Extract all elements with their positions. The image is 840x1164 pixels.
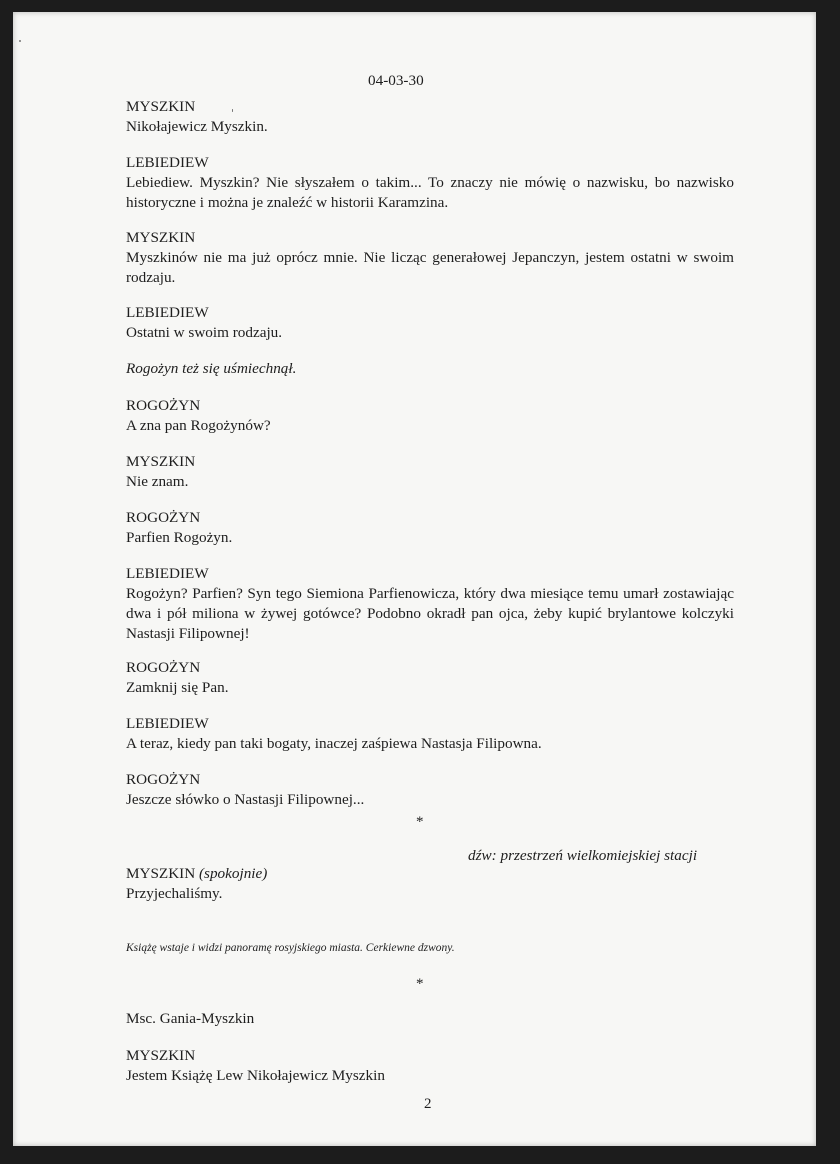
stage-direction: Rogożyn też się uśmiechnął. — [126, 360, 297, 377]
dialogue-block — [126, 153, 734, 213]
dialogue-line: Myszkinów nie ma już oprócz mnie. Nie licząc generałowej Jepanczyn, jestem ostatni w swoim rodzaju. — [126, 249, 734, 286]
dialogue-block — [126, 303, 734, 343]
speaker-name: ROGOŻYN — [126, 509, 201, 526]
speaker-name: MYSZKIN — [126, 1047, 196, 1064]
speaker-name: ROGOŻYN — [126, 771, 201, 788]
dialogue-block — [126, 97, 734, 137]
speaker-name: LEBIEDIEW — [126, 715, 209, 732]
sound-location-note: dźw: przestrzeń wielkomiejskiej stacji — [468, 847, 698, 864]
dialogue-line: Przyjechaliśmy. — [126, 885, 223, 902]
dialogue-line: Parfien Rogożyn. — [126, 529, 233, 546]
dialogue-line: A teraz, kiedy pan taki bogaty, inaczej zaśpiewa Nastasja Filipowna. — [126, 735, 542, 752]
dialogue-block — [126, 396, 734, 436]
speaker-name: LEBIEDIEW — [126, 304, 209, 321]
dialogue-line: Jeszcze słówko o Nastasji Filipownej... — [126, 791, 365, 808]
dialogue-block — [126, 564, 734, 644]
speaker-name: ROGOŻYN — [126, 397, 201, 414]
paper-speck — [232, 109, 233, 112]
dialogue-block — [126, 228, 734, 288]
dialogue-line: Ostatni w swoim rodzaju. — [126, 324, 283, 341]
dialogue-block — [126, 508, 734, 548]
dialogue-block — [126, 864, 734, 904]
header-date: 04-03-30 — [368, 72, 424, 89]
dialogue-block — [126, 452, 734, 492]
dialogue-line: Nie znam. — [126, 473, 189, 490]
dialogue-line: Lebiediew. Myszkin? Nie słyszałem o takim... To znaczy nie mówię o nazwisku, bo nazwisko historyczne i można je znaleźć w historii Karamzina. — [126, 174, 734, 211]
stage-direction: Książę wstaje i widzi panoramę rosyjskiego miasta. Cerkiewne dzwony. — [126, 942, 455, 954]
paper-speck — [19, 40, 21, 42]
dialogue-block — [126, 714, 734, 754]
dialogue-line: Rogożyn? Parfien? Syn tego Siemiona Parfienowicza, który dwa miesiące temu umarł zostawiając dwa i pół miliona w żywej gotówce? Podobno okradł pan ojca, żeby kupić brylantowe kolczyki Nastasji Filipownej! — [126, 585, 734, 642]
dialogue-block — [126, 1046, 734, 1086]
scene-separator: * — [416, 814, 424, 830]
dialogue-line: Jestem Książę Lew Nikołajewicz Myszkin — [126, 1067, 385, 1084]
dialogue-line: A zna pan Rogożynów? — [126, 417, 271, 434]
speaker-name — [126, 864, 734, 884]
scene-separator: * — [416, 976, 424, 992]
speaker-name: MYSZKIN — [126, 453, 196, 470]
scene-title: Msc. Gania-Myszkin — [126, 1010, 255, 1027]
page-number: 2 — [424, 1096, 432, 1112]
speaker-name: LEBIEDIEW — [126, 565, 209, 582]
speaker-direction: (spokojnie) — [199, 865, 268, 882]
dialogue-block — [126, 770, 734, 810]
speaker-name: ROGOŻYN — [126, 659, 201, 676]
speaker-name: MYSZKIN — [126, 98, 196, 115]
dialogue-line: Nikołajewicz Myszkin. — [126, 118, 268, 135]
dialogue-block — [126, 658, 734, 698]
speaker-name-text: MYSZKIN — [126, 865, 196, 882]
document-page — [13, 12, 816, 1146]
dialogue-line: Zamknij się Pan. — [126, 679, 229, 696]
speaker-name: LEBIEDIEW — [126, 154, 209, 171]
speaker-name: MYSZKIN — [126, 229, 196, 246]
